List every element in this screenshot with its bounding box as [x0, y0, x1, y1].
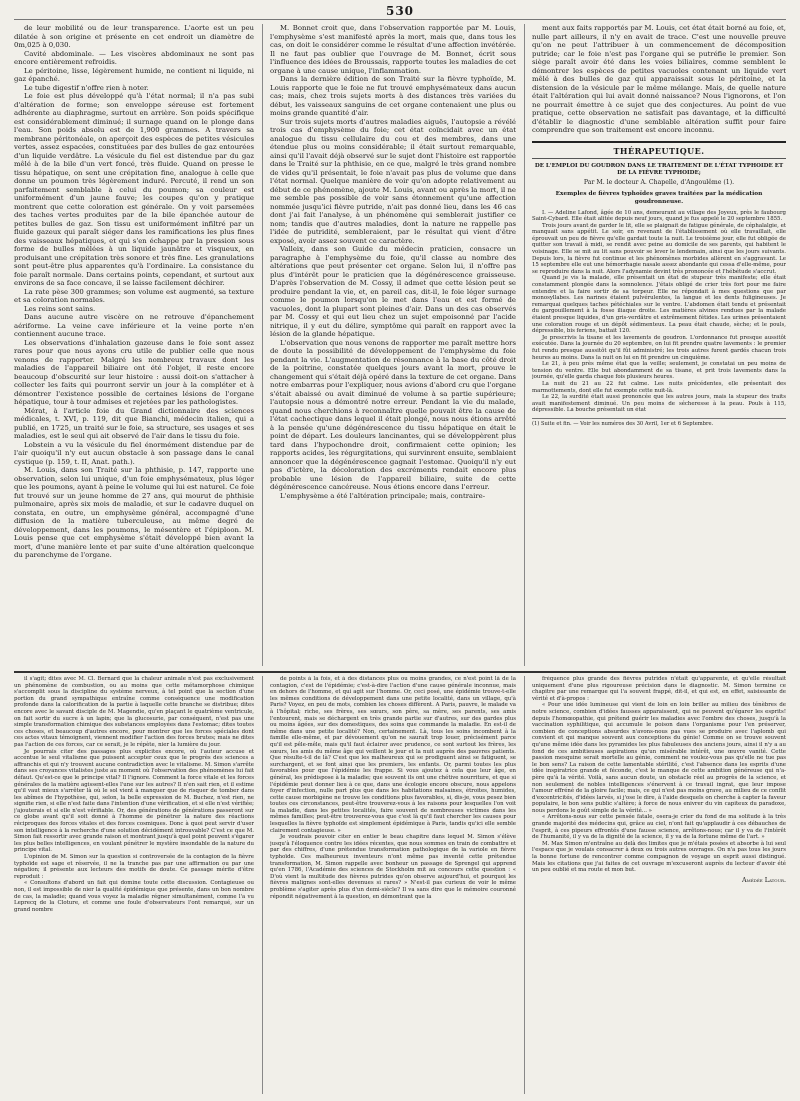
paragraph: il s'agit; dites avec M. Cl. Bernard que la chaleur animale n'est pas exclusivement un phénomène de combustion, ou au moins que cette métamorphose chimique s'accomplit sous la discipline du système nerveux, à tel point que la section d'une portion du grand sympathique entraîne comme conséquence une modification profonde dans la calorification de la partie à laquelle cette branche se distribue; dites encore avec le savant disciple de M. Magendie, qu'en plaçant le quatrième ventricule, on fait sortir du sucre à un lapin; que la glucosurie, par conséquent, n'est pas une simple transformation chimique des substances employées dans l'estomac; dites toutes ces choses, et beaucoup d'autres encore, pour montrer que les forces spéciales dont ces actes vitaux témoignent, viennent modifier l'action des forces brutes; mais ne dites pas l'action de ces forces, car ce serait, je le répète, nier la lumière du jour.: [14, 676, 254, 748]
section-rule: [532, 141, 786, 143]
paragraph: M. Bonnet croit que, dans l'observation rapportée par M. Louis, l'emphysème s'est manifesté après la mort, mais que, dans tous les cas, on doit le considérer comme le résultat d'une affection invétérée. Il ne faut pas oublier que l'ouvrage de M. Bonnet, écrit sous l'influence des idées de Broussais, rapporte toutes les maladies de cet organe à une cause unique, l'inflammation.: [270, 24, 516, 75]
paragraph: Je pourrais citer des passages plus explicites encore, où l'auteur accuse et accentue le seul vitalisme que puissent accepter ceux que le progrès des sciences a affranchis et qui n'y trouvent aucune contradiction avec le vitalisme. M. Simon s'arrête dans ses croyances vitalistes juste au moment où l'observation des phénomènes lui fait défaut. Qu'est-ce que le principe vital? Il l'ignore. Comment la force vitale et les forces générales de la matière agissent-elles l'une sur les autres? Il n'en sait rien, et il estime qu'il vaut mieux s'arrêter là où le sol vient à manquer que de risquer de tomber dans les abîmes de l'hypothèse, qui, selon, la belle expression de M. Buchez, n'est rien, ne signifie rien, si elle n'est faite dans l'intention d'une vérification, et si elle n'est vérifiée; j'ajouterais et si elle n'est vérifiable. Or, des générations de générations passeront sur ce globe avant qu'il soit donné à l'homme de pénétrer la nature des réactions réciproques des forces vitales et des forces cosmiques. Donc à quoi peut servir d'user son intelligence à la recherche d'une solution décidément introuvable? C'est ce que M. Simon fait ressortir avec grande raison et montrant jusqu'à quel point peuvent s'égarer les plus belles intelligences, en voulant pénétrer le mystère insondable de la nature du principe vital.: [14, 748, 254, 854]
paragraph: Mérat, à l'article foie du Grand dictionnaire des sciences médicales, t. XVI, p. 119, dit que Bianchi, médecin italien, qui a publié, en 1725, un traité sur le foie, sa structure, ses usages et ses maladies, est le seul qui ait observé de l'air dans le tissu du foie.: [14, 406, 254, 440]
paragraph: Lobstein a vu la vésicule du fiel énormément distendue par de l'air quoiqu'il n'y eut aucun obstacle à son passage dans le canal cystique (p. 159, t. II, Anat. path.).: [14, 440, 254, 466]
paragraph: La rate pèse 300 grammes; son volume est augmenté, sa texture et sa coloration normales.: [14, 287, 254, 304]
paragraph: de leur mobilité ou de leur transparence. L'aorte est un peu dilatée à son origine et présente en cet endroit un diamètre de 0m,025 à 0,030.: [14, 24, 254, 49]
paragraph: L'opinion de M. Simon sur la question si controversée de la contagion de la fièvre typhoïde est sage et réservée, il ne la tranche pas par une affirmation ou par une négation; il présente aux lecteurs des motifs de doute. Ce passage mérite d'être reproduit :: [14, 854, 254, 880]
top-right-intro: [532, 24, 786, 135]
paragraph: L'observation que nous venons de rapporter me paraît mettre hors de doute la possibilité de développement de l'emphysème du foie pendant la vie. L'augmentation de résonnance à la base du côté droit de la poitrine, constatée quelques jours avant la mort, prouve le changement qui s'était déjà opéré dans la texture de cet organe. Dans notre embarras pour l'expliquer, nous avions d'abord cru que l'organe s'était abaissé ou avait diminué de volume à sa partie supérieure; l'autopsie nous a démontré notre erreur. Pendant la vie du malade, quand nous cherchions à reconnaître quelle pouvait être la cause de l'état cachectique dans lequel il était plongé, nous nous étions arrêté à la pensée qu'une dégénérescence du tissu hépatique en était le point de départ. Les douleurs lancinantes, qui se développèrent plus tard dans l'hypochondre droit, confirmaient cette opinion; les rapports acides, les régurgitations, qui survinrent ensuite, semblaient annoncer que la dégénérescence gagnait l'estomac. Quoiqu'il n'y eut pas d'ictère, la décoloration des excréments rendait encore plus probable une lésion de l'appareil biliaire, suite de cette dégénérescence cancéreuse. Nous étions encore dans l'erreur.: [270, 338, 516, 491]
paragraph: Le 22, la surdité était aussi prononcée que les autres jours, mais la stupeur des traits avait manifestement diminué. Un peu moins de sécheresse à la peau. Pouls à 115, dépressible. La bouche présentait un état: [532, 394, 786, 414]
article-subtitle: DE L'EMPLOI DU GOUDRON DANS LE TRAITEMENT DE L'ÉTAT TYPHOIDE ET DE LA FIÈVRE TYPHOIDE;: [534, 163, 784, 176]
paragraph: « Arrêtons-nous sur cette pensée fatale, osera-je crier du fond de ma solitude à la très grande majorité des médecins qui, grâce au ciel, n'ont fait qu'applaudir à ces débauches de l'esprit, à ces pipeurs effrontés d'une fausse science, arrêtons-nous; car il y va de l'intérêt de l'humanité, il y va de la dignité de la science, il y va de la fortune même de l'art. »: [532, 814, 786, 841]
paragraph: L'emphysème a été l'altération principale; mais, contraire-: [280, 491, 486, 500]
paragraph: M. Max Simon m'entraîne au delà des limites que je m'étais posées et absorbe à lui seul l'espace que je voulais consacrer à deux ou trois autres ouvrages. On n'a pas tous les jours la bonne fortune de rencontrer comme compagnon de voyage un esprit aussi distingué. Mais les citations que j'ai faites de cet ouvrage m'excuseront auprès du lecteur d'avoir été un peu oublié et ma route et mon but.: [532, 840, 786, 874]
column-divider: [524, 24, 525, 666]
column-divider: [262, 24, 263, 666]
paragraph: Trois jours avant de garder le lit, elle se plaignait de fatigue générale, de céphalalgie, et manquait sans appétit. Le soir, en revenant de l'établissement où elle travaillait, elle éprouvait un peu de fièvre qu'elle gardait toute la nuit. Le troisième jour, elle fut obligée de quitter son travail à midi, se rendit avec peine au domicile de ses parents, qui habitent le voisinage. Elle se mit au lit sans pouvoir se lever le lendemain, ainsi que les jours suivants. Depuis lors, la fièvre fut continue et les phénomènes morbides allèrent en s'aggravant. Le 15 septembre elle eut une hémorrhagie nasale assez abondante qui cessa d'elle-même, pour se reproduire dans la nuit. Alors l'adynamie devint très prononcée et l'hébétude s'accrut.: [532, 222, 786, 275]
column-top-left: [14, 24, 254, 666]
column-divider: [524, 676, 525, 1094]
paragraph: « Consultons d'abord un fait qui domine toute cette discussion. Contagieuse ou non, il est impossible de nier la qualité épidémique que présente, dans un bon nombre de cas, la maladie; quand vous voyez la maladie régner simultanément, comme l'a vu Leprecq de la Cloture, et comme une foule d'observateurs l'ont remarqué, sur un grand nombre: [14, 880, 254, 913]
bottom-right-body: [532, 676, 786, 874]
paragraph: M. Louis, dans son Traité sur la phthisie, p. 147, rapporte une observation, selon lui unique, d'un foie emphysémateux, plus léger que les poumons, ayant à peine le volume qui lui est naturel. Ce foie fut trouvé sur un jeune homme de 27 ans, qui mourut de phthisie pulmonaire, après six mois de maladie, et sur le cadavre duquel on constata, en outre, un emphysème général, accompagné d'une diffusion de la matière tuberculeuse, au même degré de développement, dans les poumons, le mésentère et l'épiploon. M. Louis pense que cet emphysème s'était développé bien avant la mort, d'une manière lente et par suite d'une altération quelconque du parenchyme de l'organe.: [14, 466, 254, 559]
therapeutics-body: [532, 210, 786, 414]
article-caption: Exemples de fièvres typhoïdes graves traitées par la médication goudronneuse.: [555, 190, 763, 205]
paragraph: de points à la fois, et à des distances plus ou moins grandes, ce n'est point là de la contagion, c'est de l'épidémie; c'est-à-dire l'action d'une cause générale inconnue, mais en dehors de l'homme, et qui agit sur l'homme. Or, ceci posé, une épidémie trouve-t-elle les mêmes conditions de développement dans une petite localité, dans un village, qu'à Paris? Voyez, en peu de mots, combien les choses diffèrent. A Paris, pauvre, le malade va à l'hôpital; riche, ses frères, ses sœurs, son père, sa mère, ses parents, ses amis l'entourent, mais se déchargent en très grande partie sur d'autres, sur des gardes plus ou moins âgées, sur des domestiques, des soins que commande la maladie. En est-il de même dans une petite localité? Non, certainement. Là, tous les soins incombent à la famille elle-même, et par dévouement qu'on ne saurait trop louer, précisément parce qu'il est pêle-mêle, mais qu'il faut éclairer avec prudence, ce sont surtout les frères, les sœurs, les amis du même âge qui veillent le jour et la nuit auprès des pauvres patients. Que résulte-t-il de là? C'est que les malheureux qui se prodiguent ainsi se fatiguent, se surchargent, et se font ainsi que les premiers, les enfants. Or, parmi toutes les plus favorables pour que l'épidémie les frappe. Si vous ajoutez à cela que leur âge, en général, les prédispose à la maladie; que souvent ils ont une chétive nourriture, et que si l'épidémie peut donner lieu à ce que, dans une écologie encore obscure, nous appelons foyer d'infection, nulle part plus que dans les habitations malsaines, étroites, humides, cette cause morbigène ne trouve les conditions plus favorables, si, dis-je, vous pesez bien toutes ces circonstances, peut-être trouverez-vous à les raisons pour lesquelles l'on voit la maladie, dans les petites localités, faire souvent de nombreuses victimes dans les mêmes familles; peut-être trouverez-vous que c'est là qu'il faut chercher les causes pour lesquelles la fièvre typhoïde est simplement épidémique à Paris, tandis qu'ici elle semble clairement contagieuse. »: [270, 676, 516, 834]
paragraph: ment aux faits rapportés par M. Louis, cet état était borné au foie, et, nulle part ailleurs, il n'y en avait de trace. C'est une nouvelle preuve qu'on ne peut l'attribuer à un commencement de décomposition putride; car le foie n'est pas l'organe qui se putréfie le premier. Son siège paraît avoir été dans les voies biliaires, comme semblent le démontrer les espèces de petites vacuoles contenant un liquide vert mêlé à des bulles de gaz qui apparaissait sous le péritoine, et la distension de la vésicule par le même mélange. Mais, de quelle nature était l'altération qui lui avait donné naissance? Nous l'ignorons, et l'on ne pourrait émettre à ce sujet que des conjectures. Au point de vue pratique, cette observation ne satisfait pas davantage, et la difficulté d'établir le diagnostic d'une semblable altération suffit pour faire comprendre que son traitement est encore inconnu.: [532, 24, 786, 134]
column-bottom-middle: [270, 676, 516, 1094]
column-top-right: [532, 24, 786, 666]
feuilleton-rule: [14, 671, 786, 673]
section-rule-light: [532, 158, 786, 159]
paragraph: fréquence plus grande des fièvres putrides n'était qu'apparente, et qu'elle résultait uniquement d'une plus rigoureuse précision dans le diagnostic. M. Simon termine ce chapitre par une remarque qui l'a souvent frappé, dit-il, et qui est, en effet, saisissante de vérité et d'à-propos :: [532, 676, 786, 702]
paragraph: I. — Adeline Lafond, âgée de 10 ans, demeurant au village des Joyeux, près le faubourg Saint-Cybard. Elle était alitée depuis neuf jours, quand je fus appelé le 20 septembre 1855.: [532, 209, 786, 223]
header-rule: [14, 19, 786, 20]
column-bottom-right: [532, 676, 786, 1094]
paragraph: Je voudrais pouvoir citer en entier le beau chapitre dans lequel M. Simon s'élève jusqu'à l'éloquence contre les idées récentes, que nous sommes en train de combattre et par des chiffres, d'une prétendue transformation pathologique de la variole en fièvre typhoïde. Ces malheureux inventeurs n'ont même pas inventé cette prétendue transformation, M. Simon rappelle avec bonheur un passage de Sprengel qui apprend qu'en 1786, l'Académie des sciences de Stockholm mit au concours cette question : « D'où vient la multitude des fièvres putrides qu'on observe aujourd'hui, et pourquoi les fièvres malignes sont-elles devenues si rares? » N'est-il pas curieux de voir le même problème s'agiter après plus d'un demi-siècle? Il va sans dire que le mémoire couronné répondit négativement à la question, en démontrant que la: [270, 834, 516, 900]
paragraph: Le péritoine, lisse, légèrement humide, ne contient ni liquide, ni gaz épanché.: [14, 66, 254, 83]
paragraph: Valleix, dans son Guide du médecin praticien, consacre un paragraphe à l'emphysème du foie, qu'il classe au nombre des altérations que peut présenter cet organe. Selon lui, il n'offre pas plus d'intérêt pour le praticien que la dégénérescence graisseuse. D'après l'observation de M. Cossy, il admet que cette lésion peut se produire pendant la vie, et, en pareil cas, dit-il, le foie léger surnage comme le poumon lorsqu'on le met dans l'eau et est formé de vacuoles, dont la plupart sont pleines d'air. Dans un des cas observés par M. Cossy et qui eut lieu chez un sujet empoisonné par l'acide nitrique, il y eut du délire, symptôme qui paraît en rapport avec la lésion de la glande hépatique.: [270, 245, 516, 338]
paragraph: Je prescrivis la tisane et les lavements de goudron. L'ordonnance fut presque aussitôt exécutée. Dans la journée du 20 septembre, on lui fit prendre quatre lavements : le premier fut rendu presque aussitôt qu'il fût administré; les trois autres furent gardés chacun trois heures au moins. Dans la nuit on lui en fit prendre un cinquième.: [532, 334, 786, 361]
paragraph: Le foie est plus développé qu'à l'état normal; il n'a pas subi d'altération de forme; son enveloppe séreuse est fortement adhérente au diaphragme, surtout en arrière. Son poids spécifique est considérablement diminué; il surnage quand on le plonge dans l'eau. Son poids absolu est de 1,900 grammes. A travers sa membrane péritonéale, on aperçoit des espèces de petites vésicules vertes, assez espacées, constituées par des bulles de gaz entourées d'un liquide verdâtre. La vésicule du fiel est distendue par du gaz mêlé à de la bile d'un vert foncé, très fluide. Quand on presse le tissu hépatique, on sent une crépitation fine, analogue à celle que donne un poumon très légèrement induré. Percuté, il rend un son parfaitement semblable à celui du poumon; sa couleur est uniformément d'un jaune fauve; les coupes qu'on y pratique montrent que cette coloration est générale. On y voit parsemées des taches vertes produites par de la bile épanchée autour de petites bulles de gaz. Son tissu est uniformément infiltré par un fluide gazeux qui paraît siéger dans les ramifications les plus fines des vaisseaux hépatiques, et qui s'en échappe par la pression sous forme de bulles mêlées à un liquide jaunâtre et visqueux, en produisant une crépitation très sonore et très fine. Les granulations sont peut-être plus apparentes qu'à l'ordinaire. La consistance du foie paraît normale. Dans certains points, cependant, et surtout aux environs de sa face concave, il se laisse facilement déchirer.: [14, 92, 254, 287]
paragraph: Le 21, à peu près même état que la veille; seulement, je constatai un peu moins de tension du ventre. Elle but abondamment de sa tisane, et prit trois lavements dans la journée, qu'elle garda chaque fois plusieurs heures.: [532, 361, 786, 381]
column-divider: [262, 676, 263, 1094]
paragraph: Quand je vis la malade, elle présentait un état de stupeur très manifeste; elle était constamment plongée dans la somnolence. J'étais obligé de crier très fort pour me faire entendre et la faire sortir de sa torpeur. Elle ne répondait à mes questions que par monosyllabes. Les narines étaient pulvérulentes, la langue et les dents fuligineuses. Je remarquai quelques taches pétéchiales sur le ventre. L'abdomen était tendu et présentait du gargouillement à la fosse iliaque droite. Les matières alvines rendues par la malade étaient presque liquides, d'un gris-verdâtre et extrêmement fétides. Les urines présentaient une coloration rouge et un dépôt sédimenteux. La peau était chaude, sèche; et le pouls, dépressible, bis feriens, battait 120.: [532, 275, 786, 335]
column-top-middle: [270, 24, 516, 666]
page-number: 530: [385, 4, 415, 18]
footnote: (1) Suite et fin. — Voir les numéros des 30 Avril, 1er et 6 Septembre.: [532, 418, 786, 427]
paragraph: Dans aucune autre viscère on ne retrouve d'épanchement aériforme. La veine cave inférieure et la veine porte n'en contiennent aucune trace.: [14, 313, 254, 338]
column-bottom-left: [14, 676, 254, 1094]
paragraph: Cavité abdominale. — Les viscères abdominaux ne sont pas encore entièrement refroidis.: [14, 49, 254, 66]
paragraph: Les reins sont sains.: [24, 304, 96, 313]
paragraph: La nuit du 21 au 22 fut calme. Les nuits précédentes, elle présentait des marmottements, dont elle fut exempte cette nuit-là.: [532, 380, 786, 394]
paragraph: Le tube digestif n'offre rien à noter.: [24, 83, 149, 92]
signature: Amédée Latour.: [742, 875, 786, 884]
article-byline: Par M. le docteur A. Chapelle, d'Angoulême (1).: [583, 179, 735, 186]
paragraph: Sur trois sujets morts d'autres maladies aiguës, l'autopsie a révélé trois cas d'emphysème du foie; cet état coïncidait avec un état analogue du tissu cellulaire du cou et des membres, dans une étendue plus ou moins considérable; il était surtout remarquable, ainsi qu'il l'avait déjà observé sur le sujet dont l'histoire est rapportée dans le Traité sur la phthisie, en ce que, malgré le très grand nombre de vides qu'il présentait, le foie n'avait pas plus de volume que dans l'état normal. Quelque manière de voir qu'on adopte relativement au début de ce phénomène, ajoute M. Louis, avant ou après la mort, il ne me semble pas possible de voir sans étonnement qu'une affection nommée jusqu'ici fièvre putride, n'ait pas donné lieu, dans les 46 cas dont j'ai fait l'analyse, à un phénomène qui semblerait justifier ce nom; tandis que d'autres maladies, dont la nature ne rappelle pas l'idée de putridité, sembleraient, par le résultat qui vient d'être exposé, avoir assez souvent ce caractère.: [270, 117, 516, 245]
section-title: THÉRAPEUTIQUE.: [613, 145, 705, 156]
paragraph: Les observations d'inhalation gazeuse dans le foie sont assez rares pour que nous ayons cru utile de publier celle que nous venons de rapporter. Malgré les nombreux travaux dont les maladies de l'appareil biliaire ont été l'objet, il reste encore beaucoup d'obscurité sur leur histoire : aussi doit-on s'attacher à collecter les faits qui pourront servir un jour à la compléter et à démontrer l'existence possible de certaines lésions de l'organe hépatique, tour à tour admises et rejetées par les pathologistes.: [14, 338, 254, 406]
paragraph: Dans la dernière édition de son Traité sur la fièvre typhoïde, M. Louis rapporte que le foie ne fut trouvé emphysémateux dans aucun cas; mais, chez trois sujets morts à des distances très variées du début, les vaisseaux sanguins de cet organe contenaient une plus ou moins grande quantité d'air.: [270, 75, 516, 117]
paragraph: « Pour une idée lumineuse qui vient de loin en loin briller au milieu des ténèbres de notre science, combien d'idées fausses apparaissent, qui ne peuvent qu'égarer les esprits! depuis l'homœopathie, qui prétend guérir les maladies avec l'ombre des choses, jusqu'à la vaccination syphilitique, qui accumule le poison dans l'organisme pour l'en préserver, combien de conceptions absurdes n'avons-nous pas vues se produire avec l'aplomb qui convient et qui manque souvent aux conceptions du génie! Comme on se trouve souvent qu'une même idée dans les pyramides les plus fabuleuses des anciens jours, ainsi il n'y a au fond de ces ambitieuses aspirations qu'un misérable intérêt, une œuvre vanité. Cette passion mesquine serait mortelle au génie, comment ne voulez-vous pas qu'elle ne tue pas le bon sens? La raison de cette lamentable stérilité, c'est l'absence dans les esprits d'une idée inspiratrice grande et féconde, c'est le manque de cette ambition généreuse qui n'a-père qu'à la vérité. Voilà, sans aucun doute, un obstacle réel au progrès de la science, et non seulement de nobles intelligences s'énervent à ce travail ingrat, que leur impose l'amour effréné de la gloire facile; mais, ce qui n'est pas moins grave, au milieu de ce conflit d'excentricités, d'idées larvés, si j'ose le dire, à l'aide desquels on cherche à capter la faveur populaire, le bon sens public s'altère; à force de nous enivrer du vin capiteux du paradoxe, nous perdons le goût simple de la vérité... »: [532, 702, 786, 814]
